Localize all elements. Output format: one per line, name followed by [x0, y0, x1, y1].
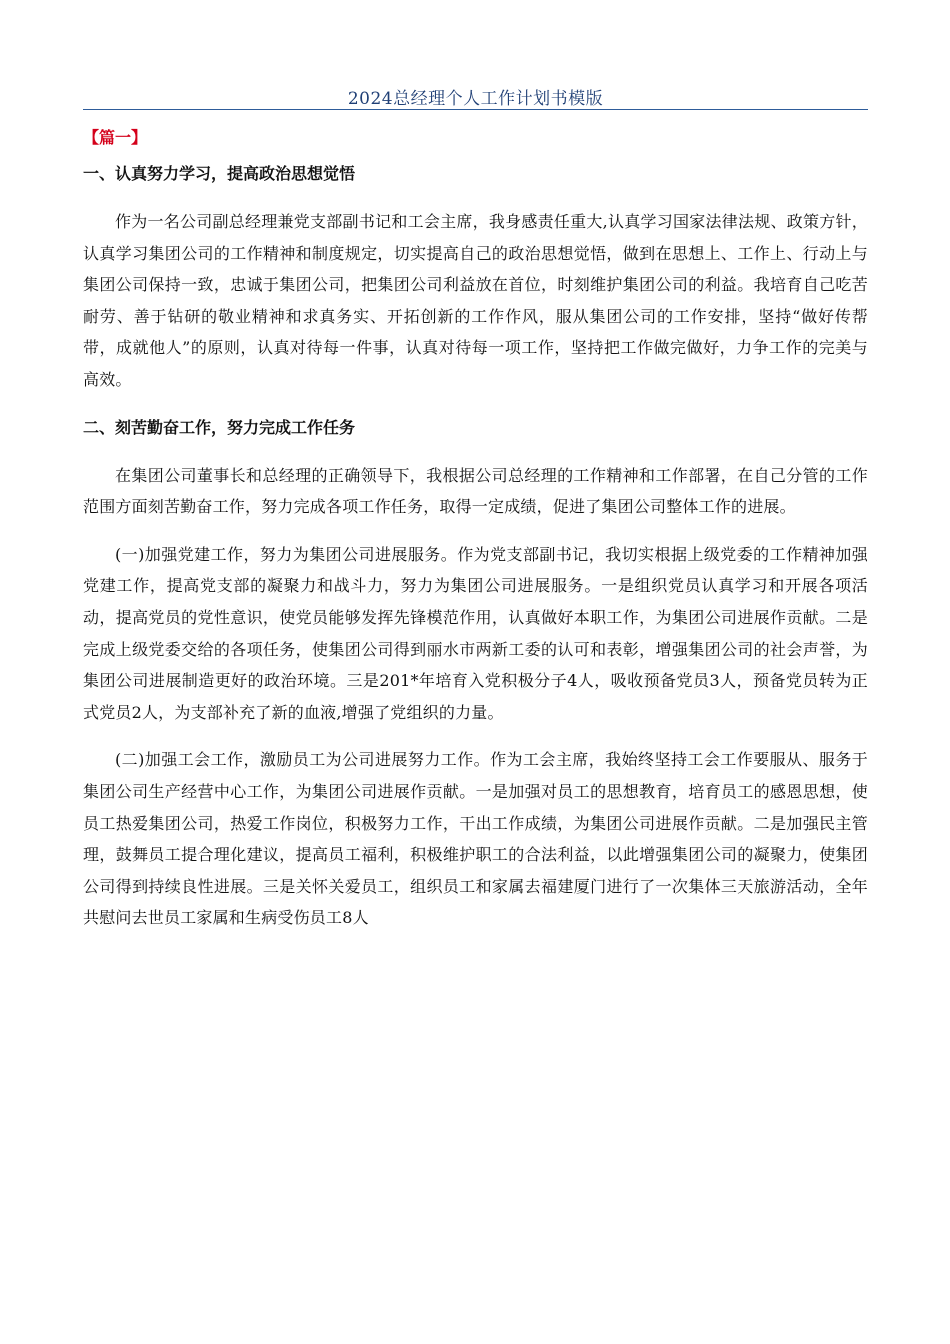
- section-2-intro-paragraph: 在集团公司董事长和总经理的正确领导下，我根据公司总经理的工作精神和工作部署，在自己分管的工作范围方面刻苦勤奋工作，努力完成各项工作任务，取得一定成绩，促进了集团公司整体工作的进展。: [83, 465, 868, 517]
- part-label: 【篇一】: [83, 128, 148, 147]
- section-2-item-1-paragraph: (一)加强党建工作，努力为集团公司进展服务。作为党支部副书记，我切实根据上级党委的工作精神加强党建工作，提高党支部的凝聚力和战斗力，努力为集团公司进展服务。一是组织党员认真学习和开展各项活动，提高党员的党性意识，使党员能够发挥先锋模范作用，认真做好本职工作，为集团公司进展作贡献。二是完成上级党委交给的各项任务，使集团公司得到丽水市两新工委的认可和表彰，增强集团公司的社会声誉，为集团公司进展制造更好的政治环境。三是201*年培育入党积极分子4人，吸收预备党员3人，预备党员转为正式党员2人，为支部补充了新的血液,增强了党组织的力量。: [83, 544, 868, 722]
- section-1-paragraph: 作为一名公司副总经理兼党支部副书记和工会主席，我身感责任重大,认真学习国家法律法规、政策方针，认真学习集团公司的工作精神和制度规定，切实提高自己的政治思想觉悟，做到在思想上、工作上、行动上与集团公司保持一致，忠诚于集团公司，把集团公司利益放在首位，时刻维护集团公司的利益。我培育自己吃苦耐劳、善于钻研的敬业精神和求真务实、开拓创新的工作作风，服从集团公司的工作安排，坚持“做好传帮带，成就他人”的原则，认真对待每一件事，认真对待每一项工作，坚持把工作做完做好，力争工作的完美与高效。: [83, 212, 868, 389]
- document-body: [83, 122, 868, 950]
- header-title: 2024总经理个人工作计划书模版: [347, 89, 604, 109]
- section-2-item-2-paragraph: (二)加强工会工作，激励员工为公司进展努力工作。作为工会主席，我始终坚持工会工作要服从、服务于集团公司生产经营中心工作，为集团公司进展作贡献。一是加强对员工的思想教育，培育员工的感恩思想，使员工热爱集团公司，热爱工作岗位，积极努力工作，干出工作成绩，为集团公司进展作贡献。二是加强民主管理，鼓舞员工提合理化建议，提高员工福利，积极维护职工的合法利益，以此增强集团公司的凝聚力，使集团公司得到持续良性进展。三是关怀关爱员工，组织员工和家属去福建厦门进行了一次集体三天旅游活动，全年共慰问去世员工家属和生病受伤员工8人: [83, 750, 868, 928]
- section-heading-2: 二、刻苦勤奋工作，努力完成工作任务: [83, 417, 356, 437]
- header-divider: [83, 109, 868, 110]
- section-heading-1: 一、认真努力学习，提高政治思想觉悟: [83, 164, 356, 183]
